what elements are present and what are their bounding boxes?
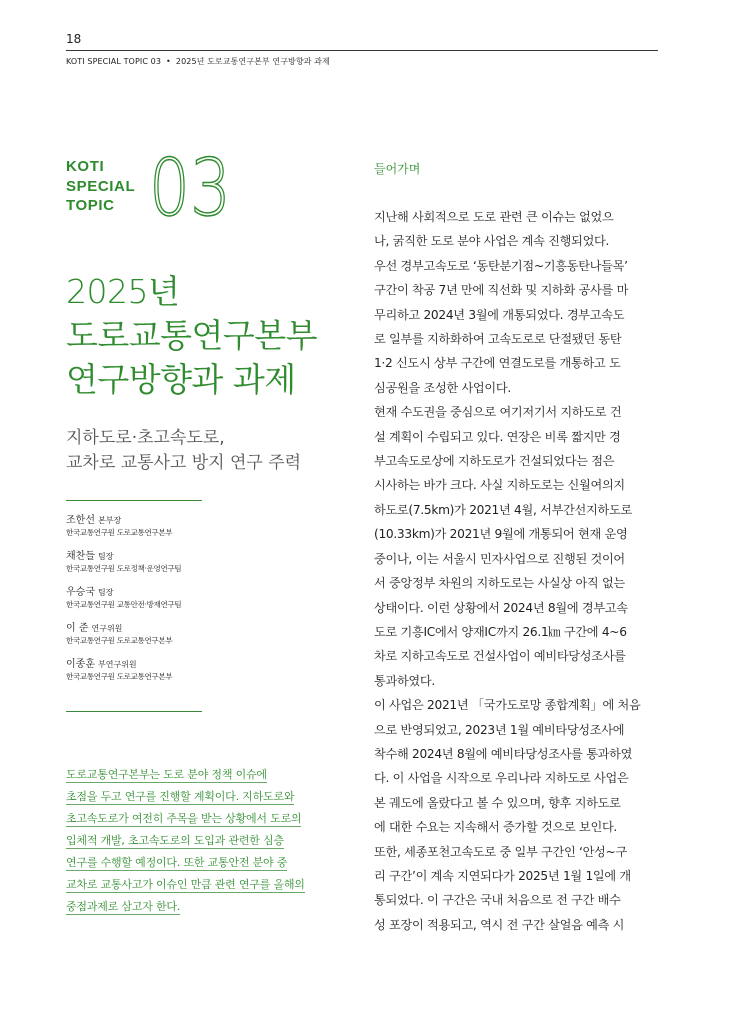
article-line: 1·2 신도시 상부 구간에 연결도로를 개통하고 도 xyxy=(374,356,621,371)
article-line: 무리하고 2024년 3월에 개통되었다. 경부고속도 xyxy=(374,307,625,322)
author-bottom-rule xyxy=(66,711,202,712)
subtitle-line: 교차로 교통사고 방지 연구 주력 xyxy=(66,453,302,473)
article-line: 에 대한 수요는 지속해서 증가할 것으로 보인다. xyxy=(374,820,618,835)
topic-label xyxy=(66,157,135,216)
author-name: 조한선 xyxy=(66,515,95,526)
author-org: 한국교통연구원 도로교통연구본부 xyxy=(66,528,173,537)
article-line: 본 궤도에 올랐다고 볼 수 있으며, 향후 지하도로 xyxy=(374,795,621,810)
header-rule xyxy=(66,50,658,51)
article-line: 우선 경부고속도로 ‘동탄분기점~기흥동탄나들목’ xyxy=(374,258,628,273)
article-line: 부고속도로상에 지하도로가 건설되었다는 점은 xyxy=(374,454,615,469)
summary-line: 초점을 두고 연구를 진행할 계획이다. 지하도로와 xyxy=(66,790,295,803)
author-name: 이 준 xyxy=(66,623,89,634)
article-body xyxy=(374,205,660,937)
author-role: 본부장 xyxy=(97,516,122,525)
summary-line: 중점과제로 삼고자 한다. xyxy=(66,900,181,913)
article-line: 현재 수도권을 중심으로 여기저기서 지하도로 건 xyxy=(374,405,622,420)
article-line: 착수해 2024년 8월에 예비타당성조사를 통과하였 xyxy=(374,746,633,761)
author-top-rule xyxy=(66,500,202,501)
article-line: 설 계획이 수립되고 있다. 연장은 비록 짧지만 경 xyxy=(374,429,621,444)
article-line: 구간이 착공 7년 만에 직선화 및 지하화 공사를 마 xyxy=(374,283,629,298)
topic-number-text: 03 xyxy=(149,144,231,234)
article-line: 통되었다. 이 구간은 국내 처음으로 전 구간 배수 xyxy=(374,893,621,908)
author-org: 한국교통연구원 도로교통연구본부 xyxy=(66,672,173,681)
author-org: 한국교통연구원 교통안전·방재연구팀 xyxy=(66,600,182,609)
summary-line: 입체적 개발, 초고속도로의 도입과 관련한 심층 xyxy=(66,834,284,847)
running-header-separator: • xyxy=(166,57,171,66)
topic-label-line: TOPIC xyxy=(66,197,115,214)
article-line: 통과하였다. xyxy=(374,673,435,688)
author-org: 한국교통연구원 도로교통연구본부 xyxy=(66,636,173,645)
topic-number xyxy=(149,144,233,234)
main-title-line: 2025년 xyxy=(66,272,180,311)
article-line: 시사하는 바가 크다. 사실 지하도로는 신월여의지 xyxy=(374,478,625,493)
article-line: 리 구간’이 계속 지연되다가 2025년 1월 1일에 개 xyxy=(374,868,631,883)
author-entry xyxy=(66,514,266,538)
summary-line: 교차로 교통사고가 이슈인 만큼 관련 연구를 올해의 xyxy=(66,878,305,891)
author-name: 우승국 xyxy=(66,587,95,598)
article-line: 나, 굵직한 도로 분야 사업은 계속 진행되었다. xyxy=(374,234,610,249)
author-entry xyxy=(66,622,266,646)
page-number: 18 xyxy=(66,32,82,46)
article-line: 이 사업은 2021년 「국가도로망 종합계획」에 처음 xyxy=(374,698,641,713)
author-list xyxy=(66,514,266,694)
article-line: 심공원을 조성한 사업이다. xyxy=(374,380,511,395)
main-title-line: 연구방향과 과제 xyxy=(66,360,296,399)
author-entry xyxy=(66,550,266,574)
article-line: 서 중앙정부 차원의 지하도로는 사실상 아직 없는 xyxy=(374,576,625,591)
article-line: 로 일부를 지하화하여 고속도로로 단절됐던 동탄 xyxy=(374,332,622,347)
article-line: 도로 기흥IC에서 양재IC까지 26.1㎞ 구간에 4~6 xyxy=(374,624,627,639)
author-role: 연구위원 xyxy=(91,624,123,633)
article-line: 하도로(7.5km)가 2021년 4월, 서부간선지하도로 xyxy=(374,502,632,517)
author-name: 채찬들 xyxy=(66,551,95,562)
article-line: 상태이다. 이런 상황에서 2024년 8월에 경부고속 xyxy=(374,600,628,615)
article-line: 다. 이 사업을 시작으로 우리나라 지하도로 사업은 xyxy=(374,771,629,786)
author-entry xyxy=(66,586,266,610)
author-org: 한국교통연구원 도로정책·운영연구팀 xyxy=(66,564,182,573)
author-role: 팀장 xyxy=(97,552,114,561)
running-header-title: 2025년 도로교통연구본부 연구방향과 과제 xyxy=(175,57,330,66)
author-entry xyxy=(66,658,266,682)
summary-box xyxy=(66,764,346,918)
subtitle xyxy=(66,426,301,476)
article-line: 또한, 세종포천고속도로 중 일부 구간인 ‘안성~구 xyxy=(374,844,627,859)
author-role: 팀장 xyxy=(97,588,114,597)
subtitle-line: 지하도로·초고속도로, xyxy=(66,428,225,448)
author-role: 부연구위원 xyxy=(97,660,137,669)
topic-label-line: SPECIAL xyxy=(66,177,136,195)
article-line: 지난해 사회적으로 도로 관련 큰 이슈는 없었으 xyxy=(374,210,614,224)
summary-line: 도로교통연구본부는 도로 분야 정책 이슈에 xyxy=(66,768,267,781)
article-line: 차로 지하고속도로 건설사업이 예비타당성조사를 xyxy=(374,649,626,664)
topic-label-line: KOTI xyxy=(66,158,105,175)
summary-line: 연구를 수행할 예정이다. 또한 교통안전 분야 중 xyxy=(66,856,288,869)
author-name: 이종훈 xyxy=(66,659,95,670)
article-line: 중이나, 이는 서울시 민자사업으로 진행된 것이어 xyxy=(374,551,625,566)
main-title-line: 도로교통연구본부 xyxy=(66,316,318,355)
running-header xyxy=(66,56,330,67)
main-title xyxy=(66,270,317,402)
article-line: 성 포장이 적용되고, 역시 전 구간 살얼음 예측 시 xyxy=(374,917,625,932)
section-heading: 들어가며 xyxy=(374,162,421,176)
article-line: 으로 반영되었고, 2023년 1월 예비타당성조사에 xyxy=(374,722,625,737)
summary-line: 초고속도로가 여전히 주목을 받는 상황에서 도로의 xyxy=(66,812,302,825)
running-header-series: KOTI SPECIAL TOPIC 03 xyxy=(66,57,162,66)
article-line: (10.33km)가 2021년 9월에 개통되어 현재 운영 xyxy=(374,527,628,542)
